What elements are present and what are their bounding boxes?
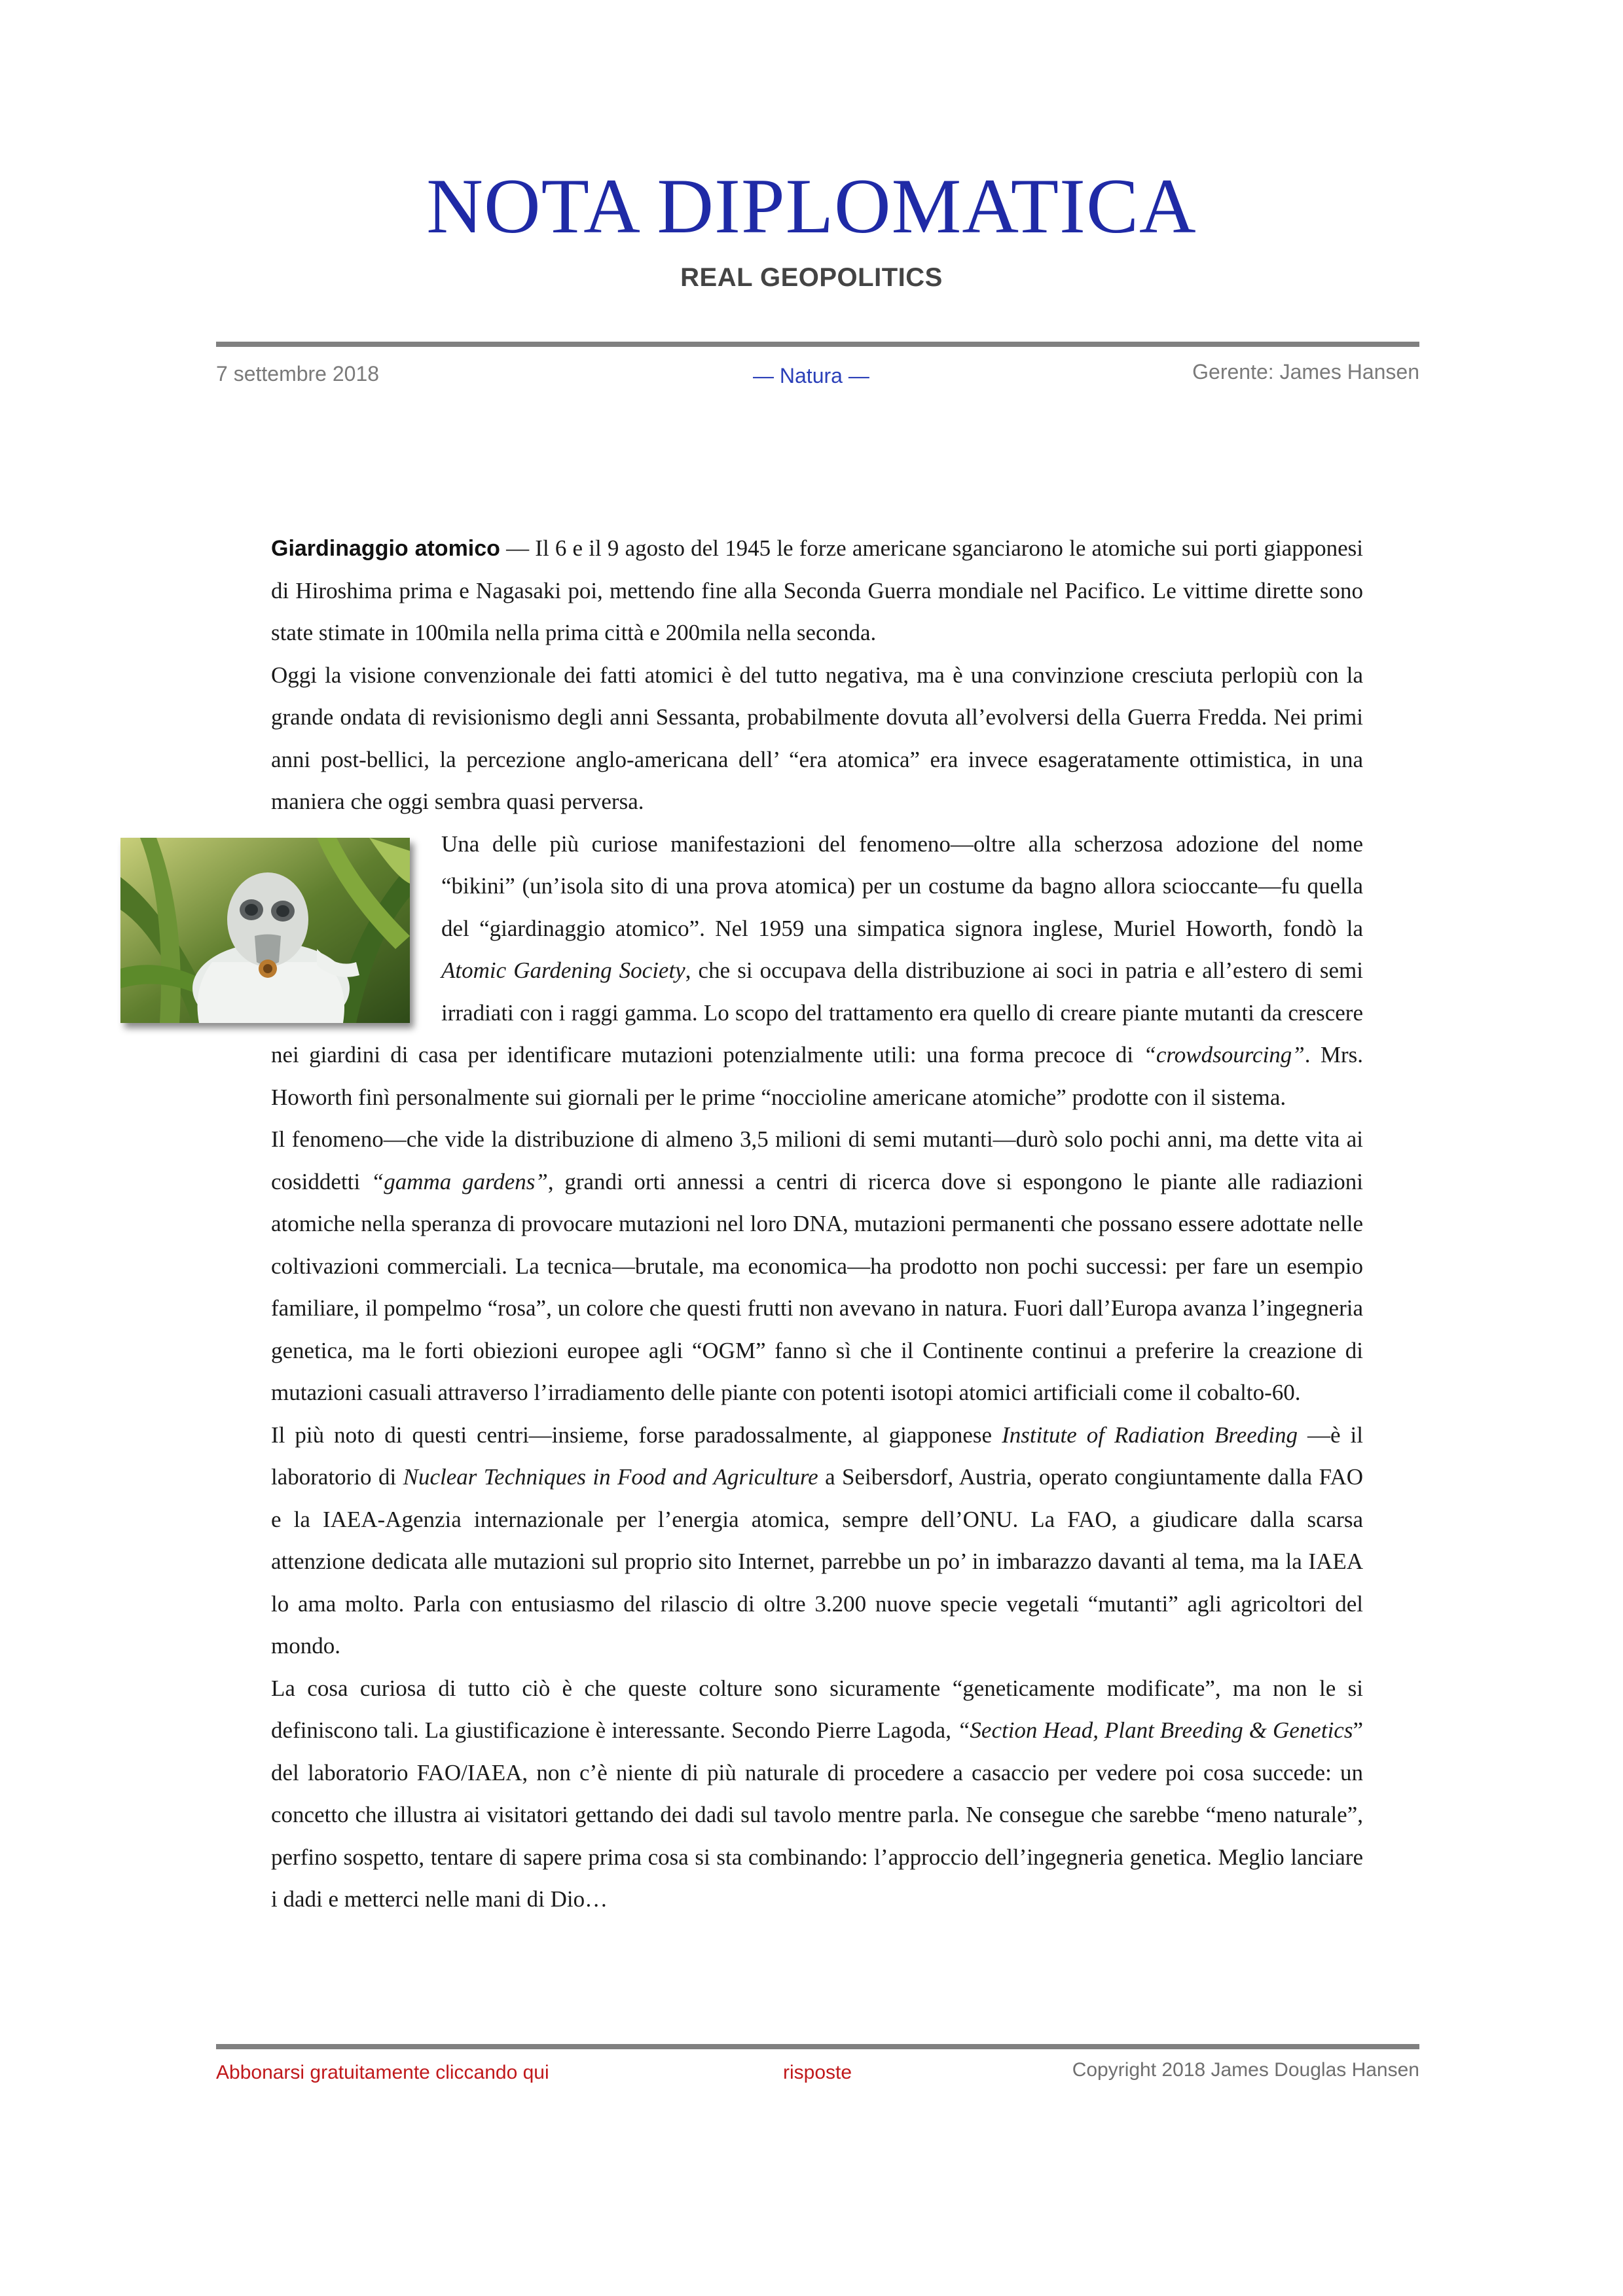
gas-mask-figure-icon: [120, 838, 410, 1023]
section-dash-right: —: [842, 364, 869, 387]
paragraph-1: [271, 528, 1363, 655]
manager-credit: Gerente: James Hansen: [1192, 360, 1419, 384]
bottom-divider: [216, 2044, 1419, 2049]
masthead-title: NOTA DIPLOMATICA: [426, 162, 1197, 249]
paragraph-5-text-b: —è il laboratorio di: [271, 1422, 1364, 1490]
section-name[interactable]: Natura: [779, 364, 843, 387]
gas-mask-photo: [120, 838, 410, 1023]
article-headline: Giardinaggio atomico: [271, 536, 500, 561]
gamma-gardens-term: “gamma gardens”: [371, 1168, 548, 1194]
paragraph-3-text-b: , che si occupava della distribuzione ai soci in patria e all’estero di semi irradiati con i raggi gamma. Lo scopo del trattamento era quello di creare piante mutanti da crescere nei giardini di casa per identificare mutazioni potenzialmente utili: una forma precoce di: [271, 958, 1363, 1067]
institute-name: Institute of Radiation Breeding: [1002, 1422, 1298, 1448]
paragraph-5-text-c: a Seibersdorf, Austria, operato congiuntamente dalla FAO e la IAEA-Agenzia internazionale per l’energia atomica, sempre dell’ONU. La FAO, a giudicare dalla scarsa attenzione dedicata alle mutazioni sul proprio sito Internet, parrebbe un po’ in imbarazzo davanti al tema, ma la IAEA lo ama molto. Parla con entusiasmo del rilascio di oltre 3.200 nuove specie vegetali “mutanti” agli agricoltori del mondo.: [271, 1464, 1363, 1659]
paragraph-6: [271, 1668, 1363, 1921]
paragraph-3-text-c: . Mrs. Howorth finì personalmente sui giornali per le prime “noccioline americane atomiche” prodotte con il sistema.: [271, 1042, 1363, 1110]
paragraph-5: [271, 1414, 1363, 1668]
subscribe-link[interactable]: Abbonarsi gratuitamente cliccando qui: [216, 2062, 549, 2083]
top-divider: [216, 342, 1419, 347]
paragraph-4-text-a: Il fenomeno—che vide la distribuzione di almeno 3,5 milioni di semi mutanti—durò solo pochi anni, ma dette vita ai cosiddetti: [271, 1126, 1363, 1194]
job-title: “Section Head, Plant Breeding & Genetics: [957, 1717, 1353, 1743]
paragraph-1-text: — Il 6 e il 9 agosto del 1945 le forze americane sganciarono le atomiche sui porti giapponesi di Hiroshima prima e Nagasaki poi, mettendo fine alla Seconda Guerra mondiale nel Pacifico. Le vittime dirette sono state stimate in 100mila nella prima città e 200mila nella seconda.: [271, 535, 1363, 645]
crowdsourcing-term: “crowdsourcing”: [1143, 1042, 1305, 1067]
masthead-subtitle: REAL GEOPOLITICS: [680, 263, 943, 292]
section-dash-left: —: [753, 364, 780, 387]
paragraph-5-text-a: Il più noto di questi centri—insieme, forse paradossalmente, al giapponese: [271, 1422, 1002, 1448]
paragraph-6-text-b: ” del laboratorio FAO/IAEA, non c’è niente di più naturale di procedere a casaccio per vedere poi cosa succede: un concetto che illustra ai visitatori gettando dei dadi sul tavolo mentre parla. Ne consegue che sarebbe “meno naturale”, perfino sospetto, tentare di sapere prima cosa si sta combinando: l’approccio dell’ingegneria genetica. Meglio lanciare i dadi e metterci nelle mani di Dio…: [271, 1717, 1363, 1912]
section-label[interactable]: [753, 364, 869, 388]
atomic-gardening-society: Atomic Gardening Society: [441, 958, 685, 983]
paragraph-3: [271, 823, 1363, 1119]
paragraph-4-text-b: , grandi orti annessi a centri di ricerca dove si espongono le piante alle radiazioni atomiche nella speranza di provocare mutazioni nel loro DNA, mutazioni permanenti che possano essere adottate nelle coltivazioni commerciali. La tecnica—brutale, ma economica—ha prodotto non pochi successi: per fare un esempio familiare, il pompelmo “rosa”, un colore che questi frutti non avevano in natura. Fuori dall’Europa avanza l’ingegneria genetica, ma le forti obiezioni europee agli “OGM” fanno sì che il Continente continui a preferire la creazione di mutazioni casuali attraverso l’irradiamento delle piante con potenti isotopi atomici artificiali come il cobalto-60.: [271, 1168, 1363, 1405]
paragraph-6-text-a: La cosa curiosa di tutto ciò è che queste colture sono sicuramente “geneticamente modificate”, ma non le si definiscono tali. La giustificazione è interessante. Secondo Pierre Lagoda,: [271, 1675, 1363, 1743]
paragraph-2: Oggi la visione convenzionale dei fatti atomici è del tutto negativa, ma è una convinzione cresciuta perlopiù con la grande ondata di revisionismo degli anni Sessanta, probabilmente dovuta all’evolversi della Guerra Fredda. Nei primi anni post-bellici, la percezione anglo-americana dell’ “era atomica” era invece esageratamente ottimistica, in una maniera che oggi sembra quasi perversa.: [271, 662, 1363, 814]
article-body: [271, 528, 1363, 1921]
paragraph-3-text-a: Una delle più curiose manifestazioni del fenomeno—oltre alla scherzosa adozione del nome “bikini” (un’isola sito di una prova atomica) per un costume da bagno allora scioccante—fu quella del “giardinaggio atomico”. Nel 1959 una simpatica signora inglese, Muriel Howorth, fondò la: [441, 831, 1363, 941]
laboratory-name: Nuclear Techniques in Food and Agriculture: [403, 1464, 818, 1490]
issue-date: 7 settembre 2018: [216, 362, 380, 386]
replies-link[interactable]: risposte: [783, 2062, 852, 2083]
paragraph-4: [271, 1119, 1363, 1414]
copyright-notice: Copyright 2018 James Douglas Hansen: [1072, 2059, 1419, 2081]
